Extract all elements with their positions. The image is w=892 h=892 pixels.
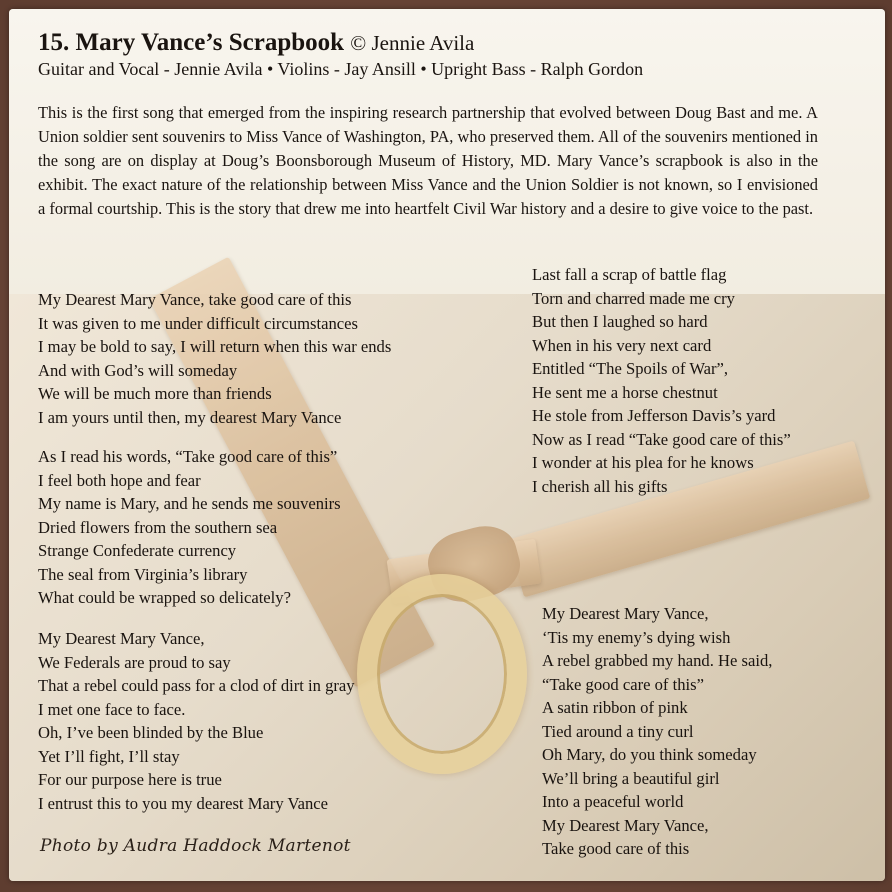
lyric-line: “Take good care of this” <box>542 674 704 694</box>
lyric-line: A rebel grabbed my hand. He said, <box>542 651 773 670</box>
hair-curl <box>357 574 527 774</box>
lyric-line: For our purpose here is true <box>38 770 222 789</box>
lyric-line: We Federals are proud to say <box>38 652 231 672</box>
title-line <box>38 28 828 58</box>
stanza-2 <box>38 445 341 610</box>
lyric-line: And with God’s will someday <box>38 360 238 380</box>
stanza-4 <box>532 263 791 498</box>
lyric-line: My name is Mary, and he sends me souvenirs <box>38 494 341 513</box>
lyric-line: Take good care of this <box>542 839 690 858</box>
lyric-line: My Dearest Mary Vance, <box>542 815 709 835</box>
lyric-line: The seal from Virginia’s library <box>38 564 248 584</box>
song-copyright: © Jennie Avila <box>350 31 475 55</box>
lyric-line: He sent me a horse chestnut <box>532 382 718 402</box>
lyric-line: I wonder at his plea for he knows <box>532 453 754 472</box>
lyric-line: My Dearest Mary Vance, <box>38 629 205 648</box>
lyric-line: That a rebel could pass for a clod of dirt in gray <box>38 676 355 695</box>
lyric-line: But then I laughed so hard <box>532 312 708 331</box>
lyric-line: I cherish all his gifts <box>532 476 668 496</box>
song-title: 15. Mary Vance’s Scrapbook <box>38 29 345 56</box>
lyric-line: He stole from Jefferson Davis’s yard <box>532 406 776 425</box>
lyric-line: I am yours until then, my dearest Mary Vance <box>38 407 342 427</box>
lyric-line: My Dearest Mary Vance, take good care of this <box>38 290 352 309</box>
stanza-1 <box>38 288 391 429</box>
lyric-line: It was given to me under difficult circumstances <box>38 313 358 333</box>
lyric-line: I met one face to face. <box>38 699 186 719</box>
lyric-line: ‘Tis my enemy’s dying wish <box>542 627 731 647</box>
song-intro: This is the first song that emerged from the inspiring research partnership that evolved between Doug Bast and me. A Union soldier sent souvenirs to Miss Vance of Washington, PA, who preserved them. All of the souvenirs mentioned in the song are on display at Doug’s Boonsborough Museum of History, MD. Mary Vance’s scrapbook is also in the exhibit. The exact nature of the relationship between Miss Vance and the Union Soldier is not known, so I envisioned a formal courtship. This is the story that drew me into heartfelt Civil War history and a desire to give voice to the past. <box>38 103 818 218</box>
lyric-line: Entitled “The Spoils of War”, <box>532 359 729 378</box>
lyric-line: Tied around a tiny curl <box>542 721 694 741</box>
lyric-line: My Dearest Mary Vance, <box>542 604 709 623</box>
stanza-3 <box>38 627 355 815</box>
lyric-line: Oh Mary, do you think someday <box>542 745 757 764</box>
lyric-line: Last fall a scrap of battle flag <box>532 265 727 284</box>
lyric-line: Yet I’ll fight, I’ll stay <box>38 746 180 766</box>
stanza-5 <box>542 602 772 861</box>
lyric-line: I feel both hope and fear <box>38 470 201 490</box>
lyric-line: I may be bold to say, I will return when this war ends <box>38 337 392 356</box>
lyric-line: We’ll bring a beautiful girl <box>542 768 720 788</box>
lyric-line: What could be wrapped so delicately? <box>38 588 291 607</box>
lyric-line: Now as I read “Take good care of this” <box>532 429 791 449</box>
photo-credit: Photo by Audra Haddock Martenot <box>40 836 351 856</box>
lyric-line: Torn and charred made me cry <box>532 288 735 308</box>
lyric-line: Dried flowers from the southern sea <box>38 517 278 537</box>
song-header <box>38 28 828 80</box>
lyric-line: A satin ribbon of pink <box>542 698 688 717</box>
lyric-line: Into a peaceful world <box>542 792 684 811</box>
lyric-line: Strange Confederate currency <box>38 541 237 560</box>
lyric-line: When in his very next card <box>532 335 712 355</box>
lyric-line: I entrust this to you my dearest Mary Vance <box>38 793 329 813</box>
lyric-line: Oh, I’ve been blinded by the Blue <box>38 723 264 742</box>
lyric-line: As I read his words, “Take good care of this” <box>38 447 338 466</box>
song-credits: Guitar and Vocal - Jennie Avila • Violins - Jay Ansill • Upright Bass - Ralph Gordon <box>38 59 644 79</box>
lyric-line: We will be much more than friends <box>38 384 272 403</box>
